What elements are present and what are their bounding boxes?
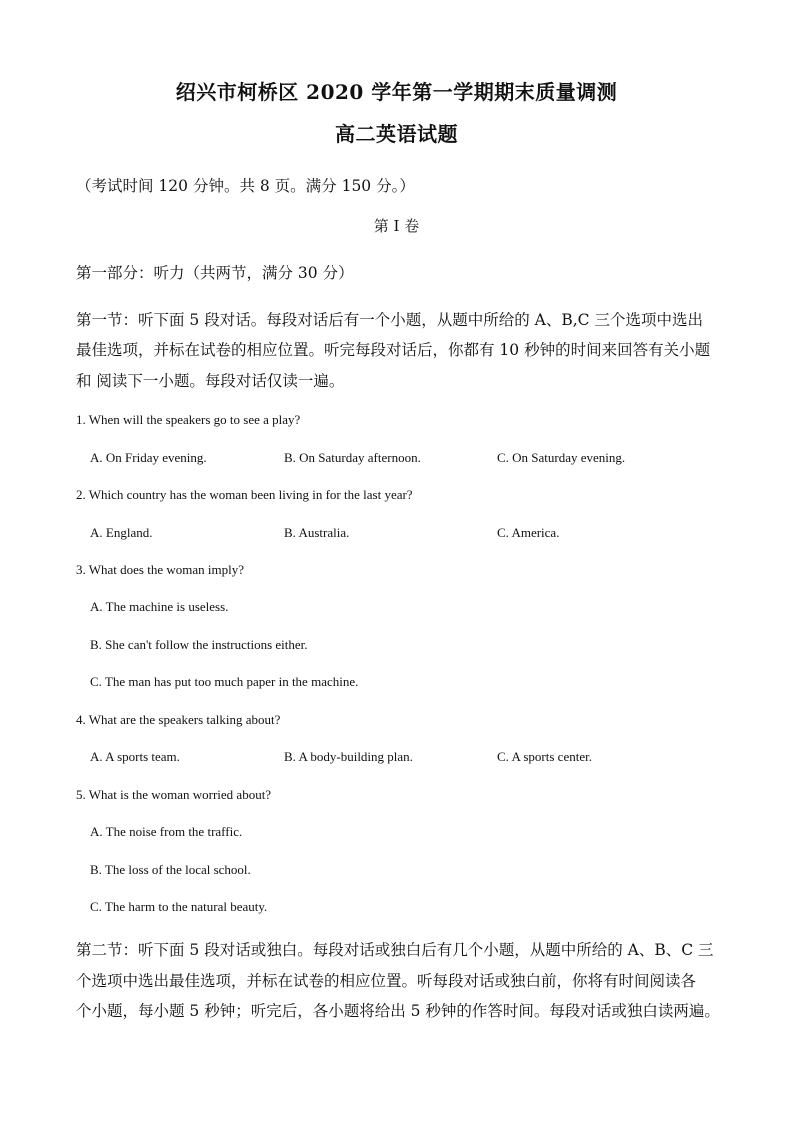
question-2-option-a: A. England.	[90, 525, 153, 540]
question-4-option-a: A. A sports team.	[90, 749, 180, 764]
section1-instruction-line: 和 阅读下一小题。每段对话仅读一遍。	[76, 372, 345, 390]
question-1-option-b: B. On Saturday afternoon.	[284, 450, 421, 465]
question-4-stem: 4. What are the speakers talking about?	[76, 712, 281, 727]
question-2-option-c: C. America.	[497, 525, 560, 540]
question-3-option-b: B. She can't follow the instructions either.	[90, 637, 308, 652]
exam-info: （考试时间 120 分钟。共 8 页。满分 150 分。）	[76, 177, 415, 195]
question-5-stem: 5. What is the woman worried about?	[76, 787, 272, 802]
question-1-stem: 1. When will the speakers go to see a play?	[76, 412, 301, 427]
question-3-stem: 3. What does the woman imply?	[76, 562, 245, 577]
question-2-option-b: B. Australia.	[284, 525, 350, 540]
section2-instruction-line: 个小题，每小题 5 秒钟；听完后，各小题将给出 5 秒钟的作答时间。每段对话或独白读两遍。	[76, 1002, 720, 1020]
volume-heading: 第 I 卷	[373, 217, 420, 235]
question-4-option-c: C. A sports center.	[497, 749, 592, 764]
section2-instruction-line: 个选项中选出最佳选项，并标在试卷的相应位置。听每段对话或独白前，你将有时间阅读各	[76, 972, 697, 990]
question-3-option-c: C. The man has put too much paper in the machine.	[90, 674, 359, 689]
part1-heading: 第一部分：听力（共两节，满分 30 分）	[76, 264, 354, 282]
exam-subtitle: 高二英语试题	[335, 122, 458, 146]
question-1-option-c: C. On Saturday evening.	[497, 450, 626, 465]
question-5-option-c: C. The harm to the natural beauty.	[90, 899, 268, 914]
section1-instruction-line: 最佳选项，并标在试卷的相应位置。听完每段对话后，你都有 10 秒钟的时间来回答有关小题	[76, 341, 711, 359]
question-4-option-b: B. A body-building plan.	[284, 749, 413, 764]
question-2-stem: 2. Which country has the woman been living in for the last year?	[76, 487, 413, 502]
question-1-option-a: A. On Friday evening.	[90, 450, 207, 465]
exam-title: 绍兴市柯桥区 2020 学年第一学期期末质量调测	[175, 80, 618, 104]
section1-instruction-line: 第一节：听下面 5 段对话。每段对话后有一个小题，从题中所给的 A、B,C 三个选项中选出	[76, 311, 703, 329]
question-3-option-a: A. The machine is useless.	[90, 599, 229, 614]
section2-instruction-line: 第二节：听下面 5 段对话或独白。每段对话或独白后有几个小题，从题中所给的 A、B、C 三	[76, 941, 714, 959]
question-5-option-a: A. The noise from the traffic.	[90, 824, 243, 839]
question-5-option-b: B. The loss of the local school.	[90, 862, 251, 877]
